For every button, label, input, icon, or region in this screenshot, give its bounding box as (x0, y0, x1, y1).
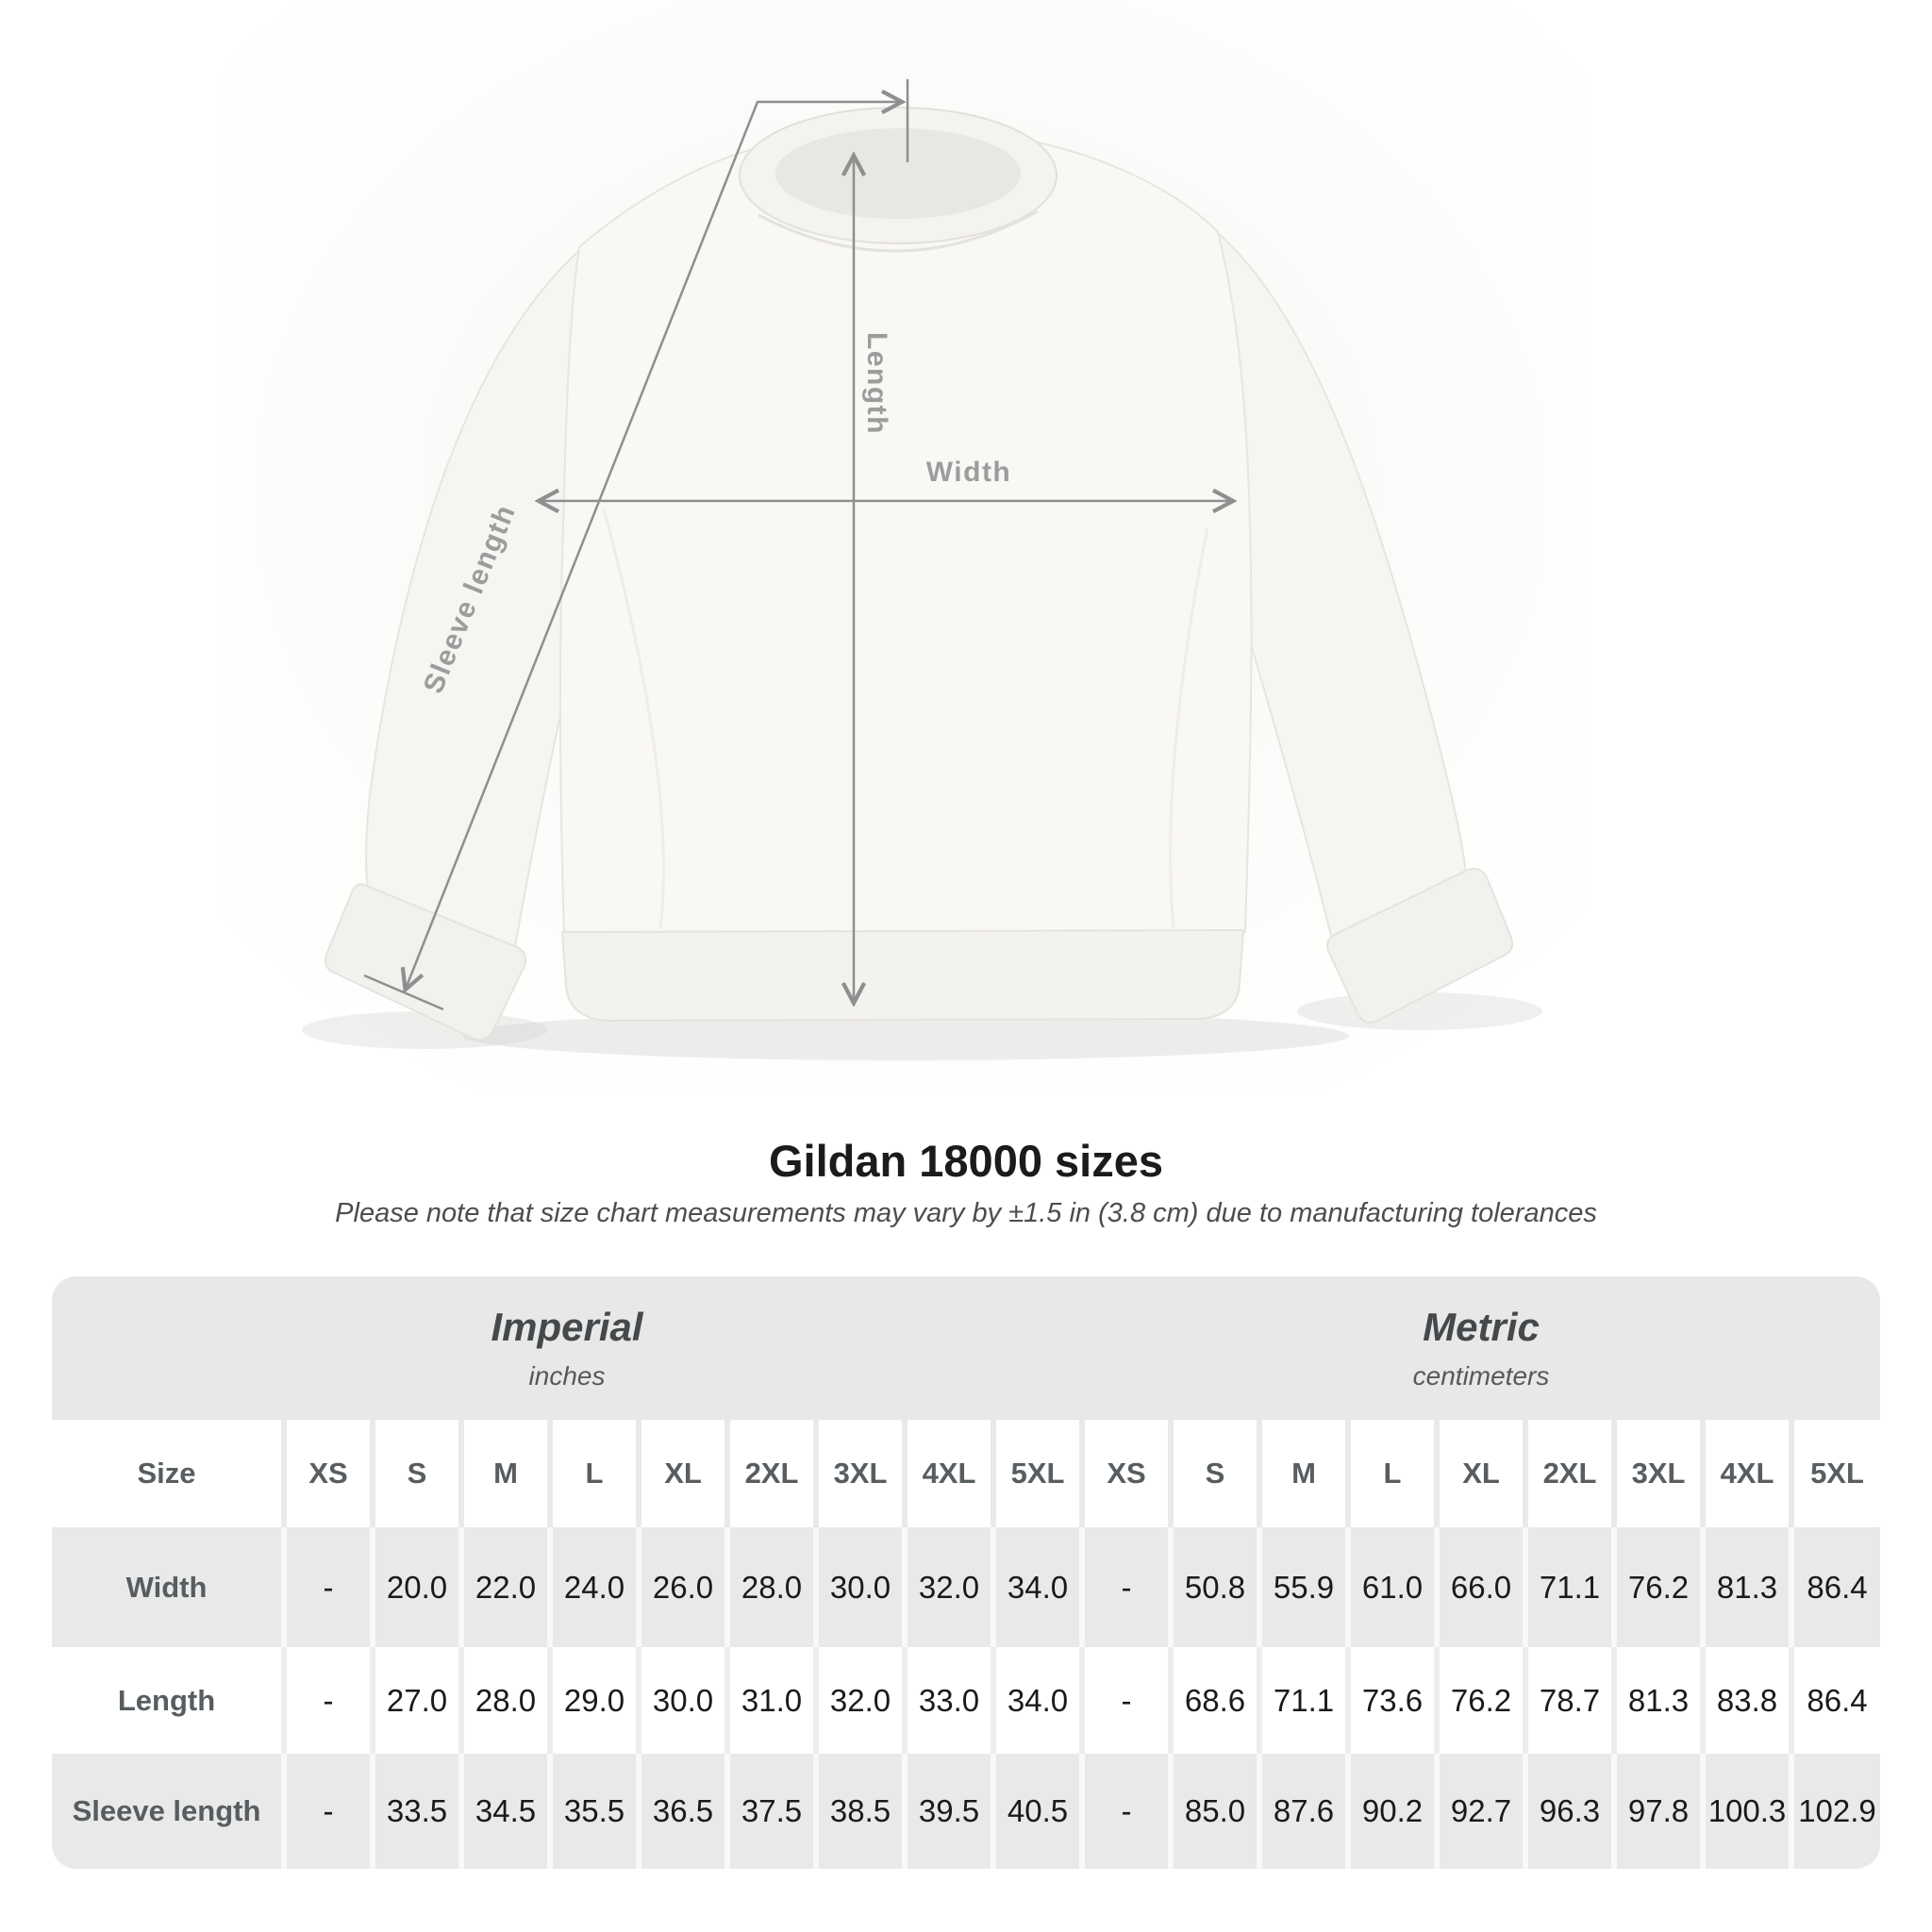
imperial-group-header (52, 1276, 1082, 1420)
collar-opening (775, 128, 1021, 219)
value-cell: 86.4 (1791, 1647, 1880, 1754)
column-header: 5XL (993, 1420, 1082, 1527)
value-cell: - (1082, 1647, 1171, 1754)
value-cell: - (1082, 1754, 1171, 1869)
size-table (52, 1276, 1880, 1869)
value-cell: - (284, 1647, 373, 1754)
value-cell: 32.0 (905, 1527, 993, 1647)
sleeve-length-row (52, 1754, 1880, 1869)
value-cell: 36.5 (639, 1754, 727, 1869)
value-cell: 27.0 (373, 1647, 461, 1754)
value-cell: - (284, 1527, 373, 1647)
column-header: XS (1082, 1420, 1171, 1527)
value-cell: 97.8 (1614, 1754, 1703, 1869)
value-cell: 33.5 (373, 1754, 461, 1869)
column-header: S (373, 1420, 461, 1527)
imperial-group-unit: inches (528, 1361, 606, 1391)
column-header: M (1259, 1420, 1348, 1527)
value-cell: 86.4 (1791, 1527, 1880, 1647)
value-cell: 22.0 (461, 1527, 550, 1647)
value-cell: 83.8 (1703, 1647, 1791, 1754)
value-cell: - (284, 1754, 373, 1869)
column-header: XS (284, 1420, 373, 1527)
value-cell: 61.0 (1348, 1527, 1437, 1647)
value-cell: 87.6 (1259, 1754, 1348, 1869)
value-cell: 102.9 (1791, 1754, 1880, 1869)
metric-group-header (1082, 1276, 1880, 1420)
value-cell: 68.6 (1171, 1647, 1259, 1754)
value-cell: 37.5 (727, 1754, 816, 1869)
column-header: S (1171, 1420, 1259, 1527)
length-row (52, 1647, 1880, 1754)
column-header: XL (1437, 1420, 1525, 1527)
column-header: 3XL (816, 1420, 905, 1527)
column-header: 2XL (727, 1420, 816, 1527)
value-cell: 96.3 (1525, 1754, 1614, 1869)
value-cell: 92.7 (1437, 1754, 1525, 1869)
value-cell: 29.0 (550, 1647, 639, 1754)
column-header: 3XL (1614, 1420, 1703, 1527)
value-cell: 24.0 (550, 1527, 639, 1647)
value-cell: 85.0 (1171, 1754, 1259, 1869)
size-header-row (52, 1420, 1880, 1527)
unit-group-row (52, 1276, 1880, 1420)
imperial-group-title: Imperial (491, 1305, 643, 1350)
value-cell: 100.3 (1703, 1754, 1791, 1869)
column-header: XL (639, 1420, 727, 1527)
column-header: L (550, 1420, 639, 1527)
width-measure-label: Width (925, 457, 1012, 488)
value-cell: - (1082, 1527, 1171, 1647)
value-cell: 28.0 (727, 1527, 816, 1647)
column-header: 5XL (1791, 1420, 1880, 1527)
value-cell: 20.0 (373, 1527, 461, 1647)
value-cell: 33.0 (905, 1647, 993, 1754)
body (560, 136, 1251, 936)
value-cell: 90.2 (1348, 1754, 1437, 1869)
column-header: L (1348, 1420, 1437, 1527)
value-cell: 66.0 (1437, 1527, 1525, 1647)
value-cell: 35.5 (550, 1754, 639, 1869)
tolerance-note: Please note that size chart measurements may vary by ±1.5 in (3.8 cm) due to manufacturing tolerances (335, 1198, 1597, 1229)
value-cell: 71.1 (1525, 1527, 1614, 1647)
value-cell: 55.9 (1259, 1527, 1348, 1647)
size-column-header: Size (52, 1420, 284, 1527)
column-header: 4XL (1703, 1420, 1791, 1527)
metric-group-unit: centimeters (1412, 1361, 1550, 1391)
column-header: M (461, 1420, 550, 1527)
value-cell: 71.1 (1259, 1647, 1348, 1754)
value-cell: 34.0 (993, 1527, 1082, 1647)
width-row (52, 1527, 1880, 1647)
value-cell: 40.5 (993, 1754, 1082, 1869)
row-label: Length (52, 1647, 284, 1754)
value-cell: 50.8 (1171, 1527, 1259, 1647)
value-cell: 28.0 (461, 1647, 550, 1754)
value-cell: 34.5 (461, 1754, 550, 1869)
value-cell: 76.2 (1614, 1527, 1703, 1647)
column-header: 2XL (1525, 1420, 1614, 1527)
value-cell: 81.3 (1703, 1527, 1791, 1647)
value-cell: 73.6 (1348, 1647, 1437, 1754)
value-cell: 32.0 (816, 1647, 905, 1754)
value-cell: 34.0 (993, 1647, 1082, 1754)
value-cell: 78.7 (1525, 1647, 1614, 1754)
value-cell: 81.3 (1614, 1647, 1703, 1754)
value-cell: 76.2 (1437, 1647, 1525, 1754)
row-label: Sleeve length (52, 1754, 284, 1869)
value-cell: 30.0 (639, 1647, 727, 1754)
size-table-grid (52, 1276, 1880, 1869)
column-header: 4XL (905, 1420, 993, 1527)
value-cell: 38.5 (816, 1754, 905, 1869)
value-cell: 26.0 (639, 1527, 727, 1647)
sleeve-length-measure-label: Sleeve length (417, 499, 523, 698)
value-cell: 30.0 (816, 1527, 905, 1647)
value-cell: 31.0 (727, 1647, 816, 1754)
page-title: Gildan 18000 sizes (768, 1136, 1164, 1186)
value-cell: 39.5 (905, 1754, 993, 1869)
hem-band (562, 930, 1243, 1021)
length-measure-label: Length (861, 332, 892, 435)
metric-group-title: Metric (1423, 1305, 1540, 1350)
title-block (0, 1136, 1932, 1229)
row-label: Width (52, 1527, 284, 1647)
